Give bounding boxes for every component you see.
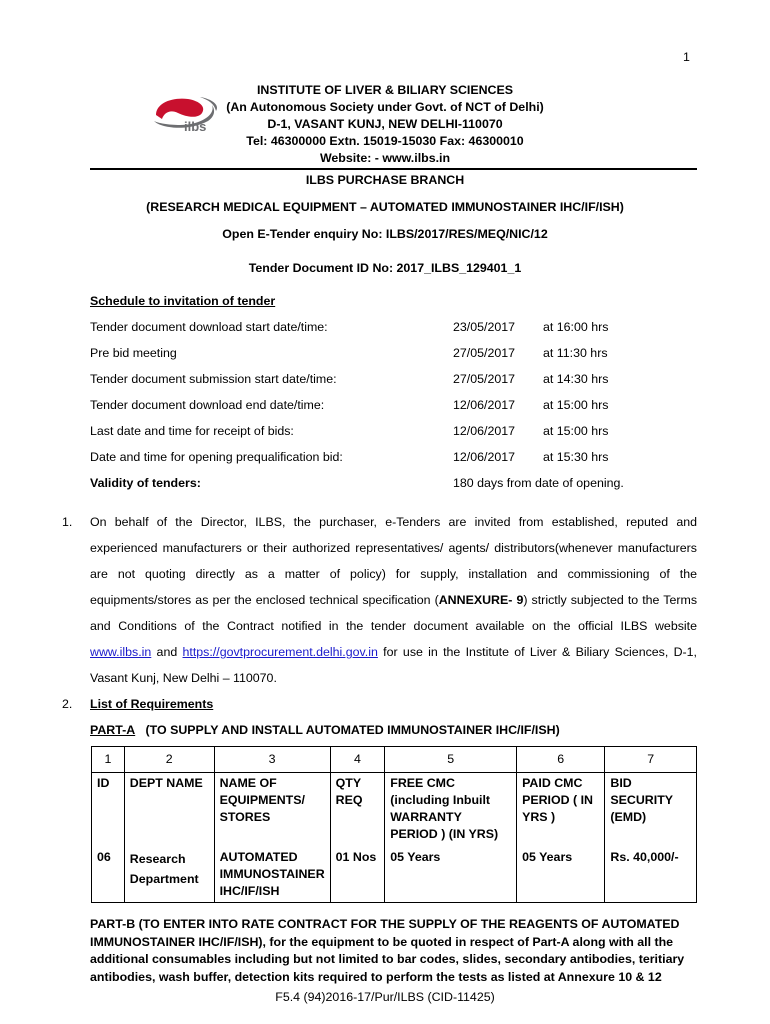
schedule-label: Tender document download start date/time: bbox=[90, 320, 328, 334]
footer-reference: F5.4 (94)2016-17/Pur/ILBS (CID-11425) bbox=[275, 990, 495, 1004]
table-cell: 4 bbox=[330, 747, 385, 773]
table-header: PAID CMC PERIOD ( IN YRS ) bbox=[517, 773, 605, 848]
tender-id: Tender Document ID No: 2017_ILBS_129401_1 bbox=[248, 261, 522, 275]
ilbs-website-link[interactable]: www.ilbs.in bbox=[90, 645, 152, 659]
table-cell: Research Department bbox=[124, 847, 214, 903]
schedule-label: Last date and time for receipt of bids: bbox=[90, 424, 294, 438]
table-cell: 05 Years bbox=[385, 847, 517, 903]
schedule-date: 12/06/2017 bbox=[453, 424, 516, 438]
part-b-paragraph: PART-B (TO ENTER INTO RATE CONTRACT FOR THE SUPPLY OF THE REAGENTS OF AUTOMATED IMMUNOSTAINER IHC/IF/ISH), for the equipment to be quoted in respect of Part-A along with all the additional consumables including but not limited to bar codes, slides, secondary antibodies, teritiary antibodies, wash buffer, detection kits required to perform the tests as listed at Annexure 10 & 12 bbox=[90, 917, 685, 984]
paragraph-number: 1. bbox=[62, 515, 73, 529]
table-header: DEPT NAME bbox=[124, 773, 214, 848]
part-a-line bbox=[90, 723, 560, 737]
requirements-heading: List of Requirements bbox=[90, 697, 214, 711]
equipment-title: (RESEARCH MEDICAL EQUIPMENT – AUTOMATED IMMUNOSTAINER IHC/IF/ISH) bbox=[146, 200, 624, 214]
branch-title: ILBS PURCHASE BRANCH bbox=[305, 173, 465, 187]
schedule-row bbox=[90, 346, 697, 364]
paragraph-1 bbox=[62, 509, 697, 689]
part-a-label: PART-A bbox=[90, 723, 136, 737]
table-header: QTY REQ bbox=[330, 773, 385, 848]
schedule-time: at 16:00 hrs bbox=[543, 320, 609, 334]
header-divider bbox=[90, 168, 697, 170]
schedule-label: Date and time for opening prequalification bid: bbox=[90, 450, 343, 464]
table-header: FREE CMC (including Inbuilt WARRANTY PERIOD ) (IN YRS) bbox=[385, 773, 517, 848]
validity-label: Validity of tenders: bbox=[90, 476, 201, 490]
table-cell: 6 bbox=[517, 747, 605, 773]
table-header-row bbox=[92, 773, 697, 848]
requirements-table bbox=[91, 746, 697, 903]
list-number: 2. bbox=[62, 697, 73, 711]
schedule-time: at 15:00 hrs bbox=[543, 424, 609, 438]
schedule-date: 27/05/2017 bbox=[453, 346, 516, 360]
society-line: (An Autonomous Society under Govt. of NCT of Delhi) bbox=[226, 100, 544, 114]
table-cell: 1 bbox=[92, 747, 125, 773]
schedule-row bbox=[90, 450, 697, 468]
table-row bbox=[92, 847, 697, 903]
table-cell: 3 bbox=[214, 747, 330, 773]
table-cell: 2 bbox=[124, 747, 214, 773]
schedule-label: Tender document download end date/time: bbox=[90, 398, 325, 412]
schedule-date: 23/05/2017 bbox=[453, 320, 516, 334]
svg-text:ilbs: ilbs bbox=[184, 119, 207, 133]
schedule-label: Tender document submission start date/time: bbox=[90, 372, 337, 386]
part-a-text: (TO SUPPLY AND INSTALL AUTOMATED IMMUNOSTAINER IHC/IF/ISH) bbox=[145, 723, 560, 737]
contact-line: Tel: 46300000 Extn. 15019-15030 Fax: 46300010 bbox=[246, 134, 524, 148]
institute-name: INSTITUTE OF LIVER & BILIARY SCIENCES bbox=[256, 83, 514, 97]
website-line: Website: - www.ilbs.in bbox=[319, 151, 451, 165]
schedule-date: 12/06/2017 bbox=[453, 450, 516, 464]
address-line: D-1, VASANT KUNJ, NEW DELHI-110070 bbox=[267, 117, 503, 131]
schedule-row bbox=[90, 372, 697, 390]
table-header: ID bbox=[92, 773, 125, 848]
enquiry-number: Open E-Tender enquiry No: ILBS/2017/RES/MEQ/NIC/12 bbox=[222, 227, 548, 241]
schedule-time: at 11:30 hrs bbox=[543, 346, 608, 360]
validity-value: 180 days from date of opening. bbox=[453, 476, 624, 490]
schedule-time: at 14:30 hrs bbox=[543, 372, 609, 386]
column-number-row bbox=[92, 747, 697, 773]
table-cell: 7 bbox=[605, 747, 697, 773]
schedule-row bbox=[90, 424, 697, 442]
schedule-time: at 15:30 hrs bbox=[543, 450, 609, 464]
table-cell: AUTOMATED IMMUNOSTAINER IHC/IF/ISH bbox=[214, 847, 330, 903]
table-cell: Rs. 40,000/- bbox=[605, 847, 697, 903]
govt-procurement-link[interactable]: https://govtprocurement.delhi.gov.in bbox=[182, 645, 378, 659]
table-header: NAME OF EQUIPMENTS/ STORES bbox=[214, 773, 330, 848]
paragraph-body: On behalf of the Director, ILBS, the purchaser, e-Tenders are invited from established, reputed and experienced manufacturers or their authorized representatives/ agents/ distributors(whenever manufacturers are not quoting directly as a matter of policy) for supply, installation and commissioning of the equipments/stores as per the enclosed technical specification (ANNEXURE- 9) strictly subjected to the Terms and Conditions of the Contract notified in the tender document available on the official ILBS website www.ilbs.in and https://govtprocurement.delhi.gov.in for use in the Institute of Liver & Biliary Sciences, D-1, Vasant Kunj, New Delhi – 110070. bbox=[90, 515, 698, 685]
schedule-row bbox=[90, 398, 697, 416]
schedule-heading: Schedule to invitation of tender bbox=[90, 294, 276, 308]
schedule-label: Pre bid meeting bbox=[90, 346, 177, 360]
table-cell: 06 bbox=[92, 847, 125, 903]
schedule-date: 12/06/2017 bbox=[453, 398, 516, 412]
table-cell: 01 Nos bbox=[330, 847, 385, 903]
table-cell: 5 bbox=[385, 747, 517, 773]
schedule-date: 27/05/2017 bbox=[453, 372, 516, 386]
page-number: 1 bbox=[683, 50, 690, 64]
annexure-ref: ANNEXURE- 9 bbox=[438, 593, 524, 607]
validity-row bbox=[90, 476, 697, 494]
schedule-time: at 15:00 hrs bbox=[543, 398, 609, 412]
table-cell: 05 Years bbox=[517, 847, 605, 903]
table-header: BID SECURITY (EMD) bbox=[605, 773, 697, 848]
schedule-row bbox=[90, 320, 697, 338]
